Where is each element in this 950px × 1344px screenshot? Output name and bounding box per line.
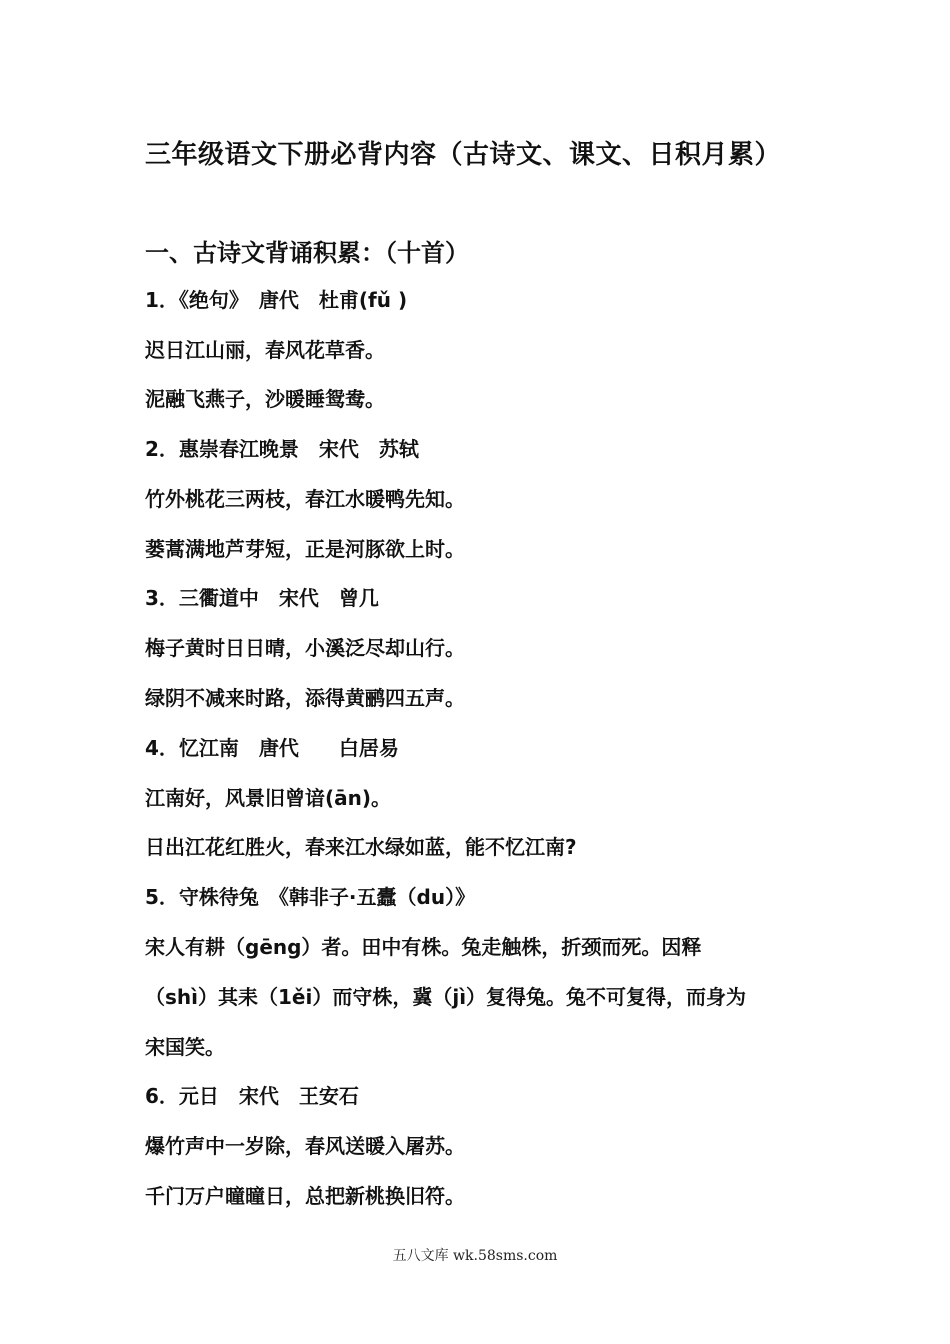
document-title: 三年级语文下册必背内容（古诗文、课文、日积月累） [145,140,782,170]
poem-heading: 2．惠崇春江晚景 宋代 苏轼 [145,437,419,461]
poem-heading: 6．元日 宋代 王安石 [145,1084,359,1108]
poem-line: 爆竹声中一岁除，春风送暖入屠苏。 [145,1134,465,1158]
poem-line: 泥融飞燕子，沙暖睡鸳鸯。 [145,387,385,411]
prose-line: 宋人有耕（gēng）者。田中有株。兔走触株，折颈而死。因释 [145,935,702,959]
poem-line: 绿阴不减来时路，添得黄鹂四五声。 [145,686,465,710]
poem-line: 千门万户曈曈日，总把新桃换旧符。 [145,1184,465,1208]
poem-line: 梅子黄时日日晴，小溪泛尽却山行。 [145,636,465,660]
poem-heading: 3．三衢道中 宋代 曾几 [145,586,379,610]
section-heading: 一、古诗文背诵积累：（十首） [145,239,469,267]
poem-heading: 1．《绝句》 唐代 杜甫(fǔ ) [145,288,408,312]
prose-line: （shì）其耒（1ěi）而守株，冀（jì）复得兔。兔不可复得，而身为 [145,985,747,1009]
prose-line: 宋国笑。 [145,1035,225,1059]
footer-watermark: 五八文库 wk.58sms.com [392,1248,558,1264]
poem-line: 日出江花红胜火，春来江水绿如蓝，能不忆江南? [145,835,577,859]
poem-line: 竹外桃花三两枝，春江水暖鸭先知。 [145,487,465,511]
poem-line: 江南好，风景旧曾谙(ān)。 [145,786,392,810]
poem-heading: 5．守株待兔 《韩非子·五蠹（du）》 [145,885,476,909]
poem-line: 迟日江山丽，春风花草香。 [145,338,385,362]
poem-line: 蒌蒿满地芦芽短，正是河豚欲上时。 [145,537,465,561]
poem-heading: 4．忆江南 唐代 白居易 [145,736,399,760]
